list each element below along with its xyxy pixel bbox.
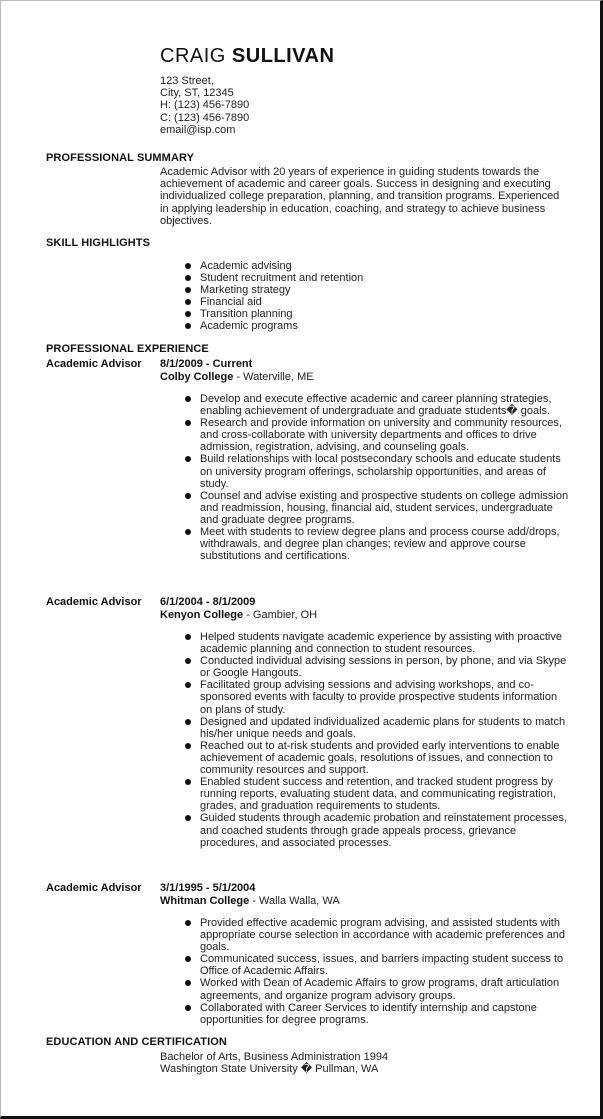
list-item: Research and provide information on university and community resources, and cross-collaborate with university departments and offices to drive admission, registration, advising, and counseling goals.: [181, 417, 571, 453]
email: email@isp.com: [160, 123, 236, 136]
list-item: Conducted individual advising sessions in person, by phone, and via Skype or Google Hangouts.: [181, 655, 571, 679]
list-item: Marketing strategy: [181, 284, 571, 296]
job-dates: 6/1/2004 - 8/1/2009: [160, 596, 256, 608]
job-employer: [160, 895, 340, 907]
skills-list: [181, 260, 571, 333]
job-employer: [160, 609, 317, 621]
employer-name: Kenyon College: [160, 609, 244, 621]
list-item: Transition planning: [181, 308, 571, 320]
list-item: Guided students through academic probation and reinstatement processes, and coached students through grade appeals process, grievance procedures, and associated processes.: [181, 812, 571, 848]
address-line-2: City, ST, 12345: [160, 87, 234, 100]
job-title: Academic Advisor: [46, 882, 142, 894]
cell-phone: C: (123) 456-7890: [160, 111, 250, 124]
list-item: Build relationships with local postsecondary schools and educate students on university program offerings, scholarship opportunities, and areas of study.: [181, 453, 571, 489]
address-line-1: 123 Street,: [160, 75, 214, 87]
contact-block: [160, 75, 249, 136]
employer-location: - Gambier, OH: [243, 609, 318, 621]
list-item: Counsel and advise existing and prospective students on college admission and readmission, housing, financial aid, student services, undergraduate and graduate degree programs.: [181, 490, 571, 526]
list-item: Provided effective academic program advising, and assisted students with appropriate course selection in accordance with academic preferences and goals.: [181, 917, 571, 953]
list-item: Enabled student success and retention, and tracked student progress by running reports, evaluating student data, and communicating registration, grades, and graduation requirements to students.: [181, 776, 571, 812]
job-bullets: [181, 393, 571, 562]
list-item: Worked with Dean of Academic Affairs to grow programs, draft articulation agreements, and organize program advisory groups.: [181, 977, 571, 1001]
list-item: Academic advising: [181, 260, 571, 272]
education-heading: EDUCATION AND CERTIFICATION: [46, 1036, 227, 1048]
job-employer: [160, 371, 314, 383]
education-block: [160, 1051, 388, 1075]
list-item: Reached out to at-risk students and provided early interventions to enable achievement of academic goals, resolutions of issues, and connection to community resources and support.: [181, 740, 571, 776]
job-title: Academic Advisor: [46, 358, 142, 370]
job-dates: 3/1/1995 - 5/1/2004: [160, 882, 256, 894]
last-name: SULLIVAN: [231, 45, 335, 67]
list-item: Student recruitment and retention: [181, 272, 571, 284]
list-item: Academic programs: [181, 320, 571, 332]
job-title: Academic Advisor: [46, 596, 142, 608]
list-item: Designed and updated individualized academic plans for students to match his/her unique needs and goals.: [181, 716, 571, 740]
degree: Bachelor of Arts, Business Administration 1994: [160, 1051, 389, 1063]
employer-name: Whitman College: [160, 895, 250, 907]
list-item: Communicated success, issues, and barriers impacting student success to Office of Academic Affairs.: [181, 953, 571, 977]
employer-name: Colby College: [160, 371, 234, 383]
job-bullets: [181, 631, 571, 849]
candidate-name: [160, 45, 334, 68]
list-item: Financial aid: [181, 296, 571, 308]
experience-heading: PROFESSIONAL EXPERIENCE: [46, 343, 209, 355]
employer-location: - Walla Walla, WA: [249, 895, 340, 907]
skills-heading: SKILL HIGHLIGHTS: [46, 237, 151, 249]
list-item: Meet with students to review degree plans and process course add/drops, withdrawals, and degree plan changes; review and approve course substitutions and certifications.: [181, 526, 571, 562]
home-phone: H: (123) 456-7890: [160, 99, 250, 112]
employer-location: - Waterville, ME: [233, 371, 314, 383]
job-dates: 8/1/2009 - Current: [160, 358, 253, 370]
list-item: Collaborated with Career Services to identify internship and capstone opportunities for degree programs.: [181, 1002, 571, 1026]
job-bullets: [181, 917, 571, 1026]
list-item: Facilitated group advising sessions and advising workshops, and co-sponsored events with faculty to provide prospective students information on plans of study.: [181, 679, 571, 715]
list-item: Helped students navigate academic experience by assisting with proactive academic planning and connection to student resources.: [181, 631, 571, 655]
first-name: CRAIG: [160, 45, 226, 67]
list-item: Develop and execute effective academic and career planning strategies, enabling achievement of undergraduate and graduate students� goals.: [181, 393, 571, 417]
summary-text: Academic Advisor with 20 years of experience in guiding students towards the achievement of academic and career goals. Success in designing and executing individualized college preparation, planning, and transition programs. Experienced in applying leadership in education, coaching, and strategy to achieve business objectives.: [160, 166, 560, 227]
school: Washington State University � Pullman, WA: [160, 1063, 379, 1076]
summary-heading: PROFESSIONAL SUMMARY: [46, 152, 195, 164]
